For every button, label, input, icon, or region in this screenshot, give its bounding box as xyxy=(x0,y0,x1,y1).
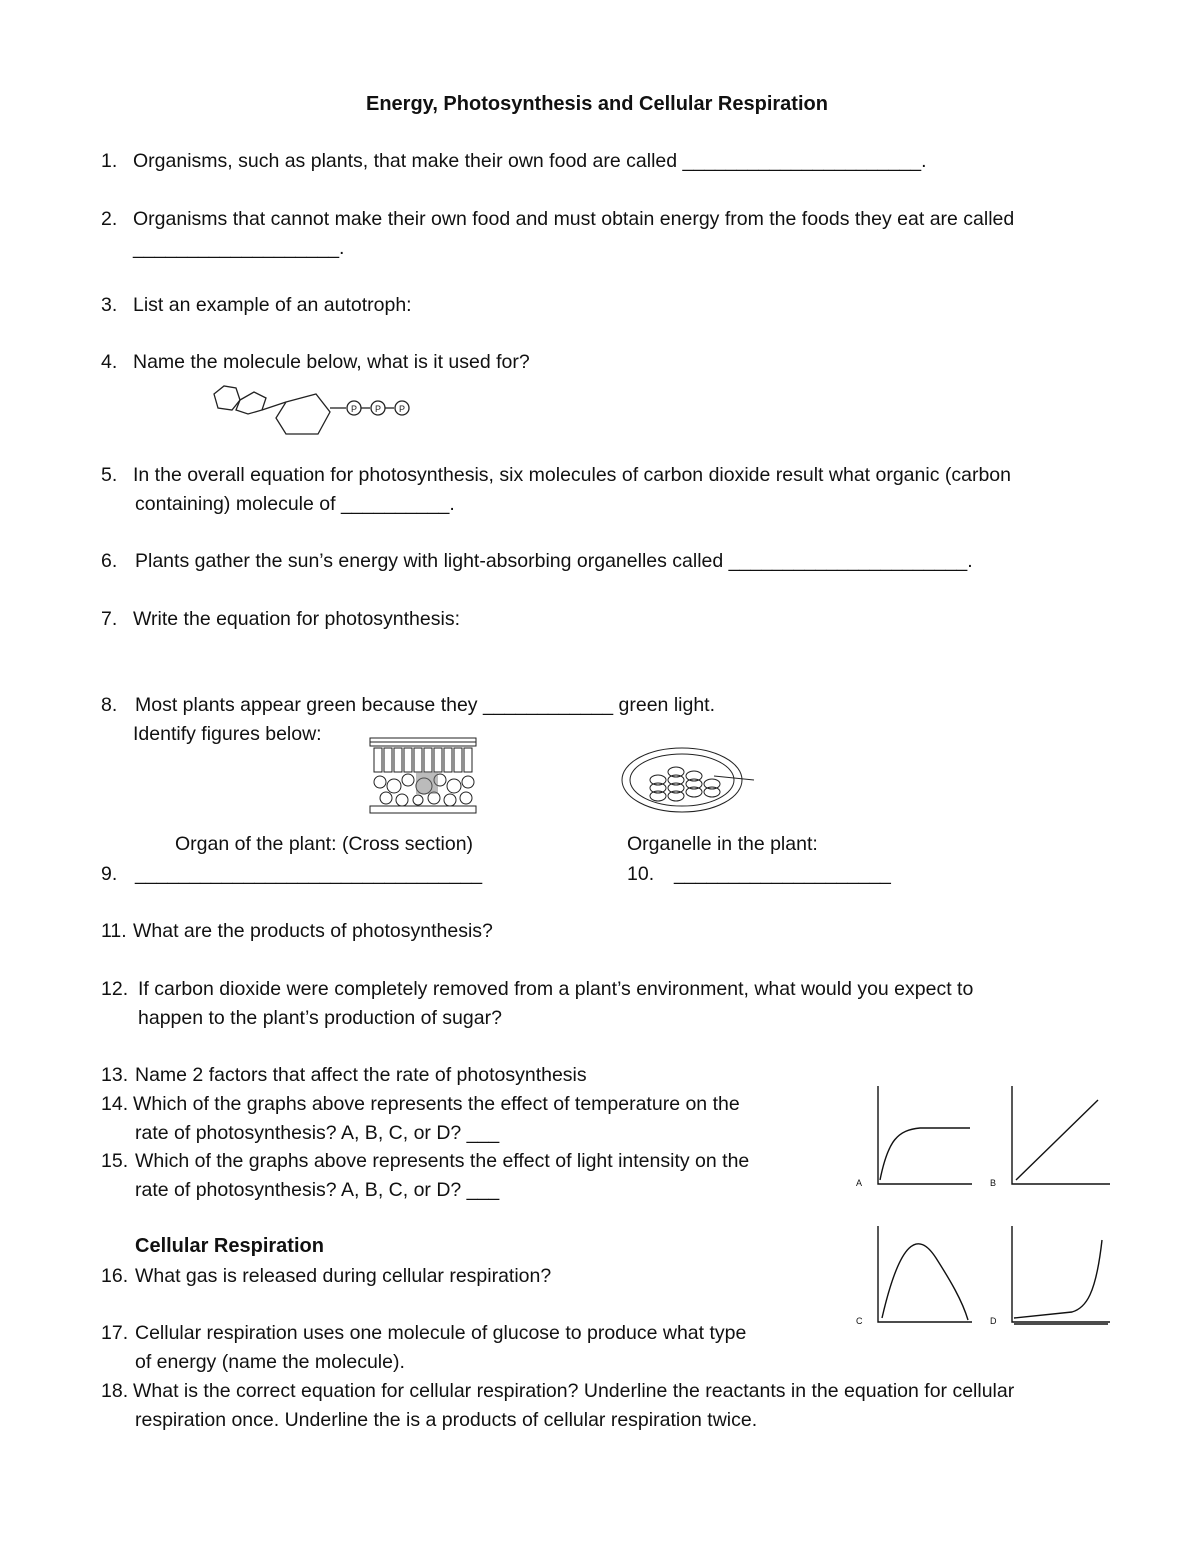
page-title: Energy, Photosynthesis and Cellular Respiration xyxy=(366,93,828,115)
q7-number: 7. xyxy=(101,608,118,630)
q1-number: 1. xyxy=(101,150,118,172)
q2-number: 2. xyxy=(101,208,118,230)
q12-number: 12. xyxy=(101,978,129,1000)
graph-b-label: B xyxy=(990,1178,997,1188)
q5-text-line1: In the overall equation for photosynthesis, six molecules of carbon dioxide result what organic (carbon xyxy=(133,464,1011,486)
q8-subtext: Identify figures below: xyxy=(133,723,322,745)
q18-text-line1: What is the correct equation for cellular respiration? Underline the reactants in the equation for cellular xyxy=(133,1380,1015,1402)
q8-text: Most plants appear green because they ____________ green light. xyxy=(135,694,716,716)
figure-label-organ: Organ of the plant: (Cross section) xyxy=(175,833,474,855)
q2-text-line1: Organisms that cannot make their own food and must obtain energy from the foods they eat are called xyxy=(133,208,1015,230)
q16-number: 16. xyxy=(101,1265,129,1287)
q10-blank: ____________________ xyxy=(674,863,891,885)
q6-text: Plants gather the sun’s energy with light-absorbing organelles called ______________________. xyxy=(135,550,973,572)
q5-number: 5. xyxy=(101,464,118,486)
q4-number: 4. xyxy=(101,351,118,373)
q1-text: Organisms, such as plants, that make their own food are called ______________________. xyxy=(133,150,927,172)
q12-text-line1: If carbon dioxide were completely removed from a plant’s environment, what would you expect to xyxy=(138,978,974,1000)
atp-molecule-diagram xyxy=(200,372,430,462)
figure-label-organelle: Organelle in the plant: xyxy=(627,833,818,855)
q17-text-line2: of energy (name the molecule). xyxy=(135,1351,405,1373)
q14-text-line1: Which of the graphs above represents the effect of temperature on the xyxy=(133,1093,740,1115)
q17-text-line1: Cellular respiration uses one molecule of glucose to produce what type xyxy=(135,1322,747,1344)
q7-text: Write the equation for photosynthesis: xyxy=(133,608,460,630)
q6-number: 6. xyxy=(101,550,118,572)
phosphate-label-3: P xyxy=(399,404,406,414)
q9-number: 9. xyxy=(101,863,118,885)
q17-number: 17. xyxy=(101,1322,129,1344)
q15-number: 15. xyxy=(101,1150,129,1172)
q12-text-line2: happen to the plant’s production of sugar? xyxy=(138,1007,502,1029)
q13-text: Name 2 factors that affect the rate of photosynthesis xyxy=(135,1064,587,1086)
q14-number: 14. xyxy=(101,1093,129,1115)
q11-text: What are the products of photosynthesis? xyxy=(133,920,493,942)
q18-text-line2: respiration once. Underline the is a products of cellular respiration twice. xyxy=(135,1409,758,1431)
q11-number: 11. xyxy=(101,920,127,942)
phosphate-label-2: P xyxy=(375,404,382,414)
q16-text: What gas is released during cellular respiration? xyxy=(135,1265,552,1287)
q5-text-line2: containing) molecule of __________. xyxy=(135,493,455,515)
leaf-cross-section-figure xyxy=(368,734,480,816)
graphs-abcd xyxy=(850,1080,1120,1330)
q18-number: 18. xyxy=(101,1380,129,1402)
section-cellular-respiration: Cellular Respiration xyxy=(135,1235,324,1257)
q14-text-line2: rate of photosynthesis? A, B, C, or D? ___ xyxy=(135,1122,500,1144)
chloroplast-figure xyxy=(618,740,758,816)
q3-number: 3. xyxy=(101,294,118,316)
q4-text: Name the molecule below, what is it used for? xyxy=(133,351,530,373)
q13-number: 13. xyxy=(101,1064,129,1086)
q9-blank: ________________________________ xyxy=(135,863,483,885)
q2-text-line2: ___________________. xyxy=(133,237,345,259)
graph-c-label: C xyxy=(856,1316,863,1326)
q15-text-line1: Which of the graphs above represents the effect of light intensity on the xyxy=(135,1150,750,1172)
q15-text-line2: rate of photosynthesis? A, B, C, or D? ___ xyxy=(135,1179,500,1201)
graph-d-label: D xyxy=(990,1316,997,1326)
q8-number: 8. xyxy=(101,694,118,716)
q3-text: List an example of an autotroph: xyxy=(133,294,412,316)
graph-a-label: A xyxy=(856,1178,863,1188)
phosphate-label-1: P xyxy=(351,404,358,414)
q10-number: 10. xyxy=(627,863,655,885)
